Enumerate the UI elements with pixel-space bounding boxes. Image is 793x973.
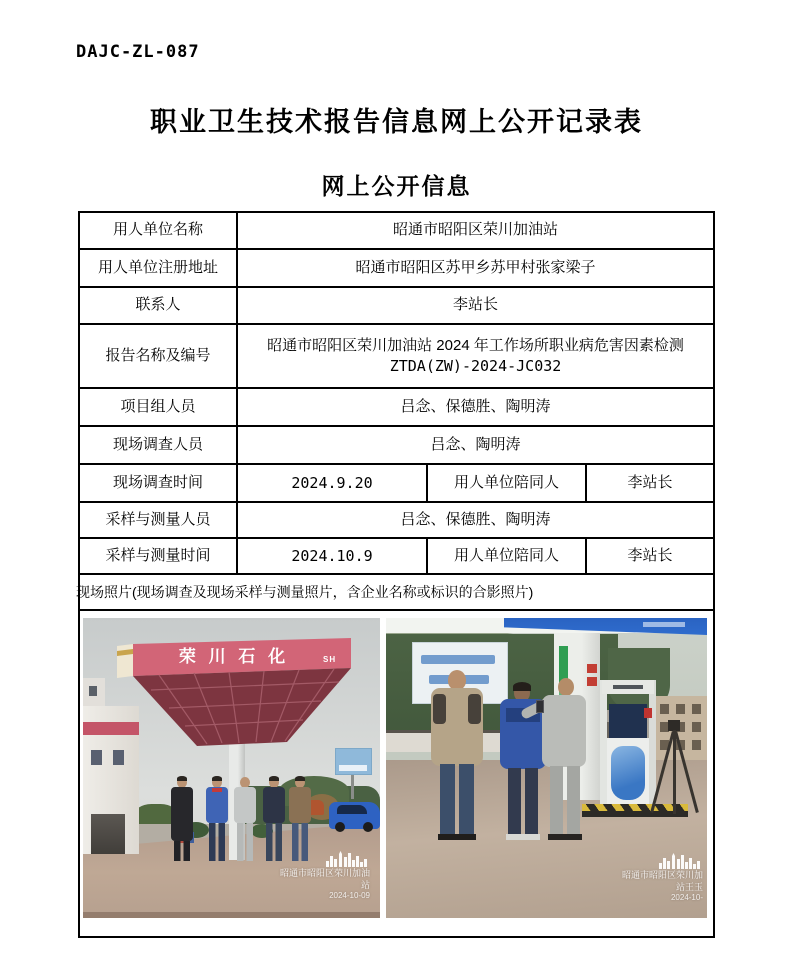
report-number: ZTDA(ZW)-2024-JC032	[389, 357, 562, 375]
sampling-tripod	[652, 720, 696, 818]
watermark-skyline-icon	[324, 851, 370, 867]
row-value	[236, 325, 713, 387]
row-label: 用人单位注册地址	[97, 258, 218, 276]
row-value: 吕念、保德胜、陶明涛	[236, 389, 713, 425]
table-row-sampling-date	[80, 539, 713, 575]
watermark-date: 2024-10-	[670, 893, 703, 903]
dispenser-screen	[609, 704, 647, 738]
info-table	[78, 211, 715, 938]
row-label: 用人单位名称	[112, 221, 203, 239]
sign-pole	[351, 775, 354, 799]
watermark-text: 站	[360, 880, 370, 891]
row-value: 昭通市昭阳区荣川加油站	[236, 213, 713, 248]
table-row-survey-staff	[80, 427, 713, 465]
foreground-shadow	[83, 912, 380, 918]
row-label: 采样与测量时间	[105, 546, 211, 564]
photos-header-row	[76, 575, 713, 611]
row-value: 昭通市昭阳区苏甲乡苏甲村张家梁子	[236, 250, 713, 286]
photo-sampling	[386, 618, 707, 918]
survey-date: 2024.9.20	[236, 465, 426, 501]
canopy-sh-text: SH	[323, 655, 337, 664]
photo-watermark	[280, 851, 370, 902]
photos-header-text: 现场照片(现场调查及现场采样与测量照片，含企业名称或标识的合影照片)	[76, 583, 534, 600]
person-khaki-jacket	[428, 670, 486, 840]
companion-label: 用人单位陪同人	[426, 539, 585, 573]
row-label: 现场调查时间	[112, 473, 203, 491]
watermark-text: 昭通市昭阳区荣川加油	[279, 867, 370, 878]
blue-car	[329, 802, 380, 829]
table-row-survey-date	[80, 465, 713, 503]
roadside-sign	[335, 748, 372, 775]
row-label: 联系人	[135, 296, 181, 314]
person-gray-technician	[536, 676, 590, 840]
canopy-brand-text: 荣 川 石 化	[178, 647, 290, 666]
table-row-contact	[80, 288, 713, 325]
doc-code: DAJC-ZL-087	[76, 42, 200, 62]
photo-site-group	[83, 618, 380, 918]
table-row-sampling-staff	[80, 503, 713, 539]
companion-value: 李站长	[585, 465, 713, 501]
photo-watermark	[622, 853, 703, 904]
row-label: 项目组人员	[120, 397, 196, 415]
row-label: 采样与测量人员	[105, 510, 211, 528]
watermark-date: 2024-10-09	[329, 891, 370, 901]
row-label: 报告名称及编号	[105, 346, 211, 364]
person	[204, 777, 230, 863]
sampling-date: 2024.10.9	[236, 539, 426, 573]
watermark-text: 站王玉	[675, 882, 703, 893]
report-title-line: 昭通市昭阳区荣川加油站 2024 年工作场所职业病危害因素检测	[267, 336, 684, 354]
page-subtitle: 网上公开信息	[321, 173, 472, 199]
table-row-employer-name	[80, 213, 713, 250]
row-label: 现场调查人员	[112, 435, 203, 453]
table-row-report-name	[80, 325, 713, 389]
table-row-employer-address	[80, 250, 713, 288]
photos-row	[80, 611, 713, 936]
row-value: 李站长	[236, 288, 713, 323]
table-row-project-team	[80, 389, 713, 427]
row-value: 吕念、陶明涛	[236, 427, 713, 463]
watermark-text: 昭通市昭阳区荣川加	[621, 869, 703, 880]
person	[169, 777, 195, 863]
watermark-skyline-icon	[657, 853, 703, 869]
row-value: 吕念、保德胜、陶明涛	[236, 503, 713, 537]
page-title: 职业卫生技术报告信息网上公开记录表	[150, 107, 643, 137]
person	[232, 777, 258, 863]
companion-value: 李站长	[585, 539, 713, 573]
fuel-dispenser	[600, 680, 656, 808]
shoulder-sampler-device	[536, 700, 544, 713]
companion-label: 用人单位陪同人	[426, 465, 585, 501]
